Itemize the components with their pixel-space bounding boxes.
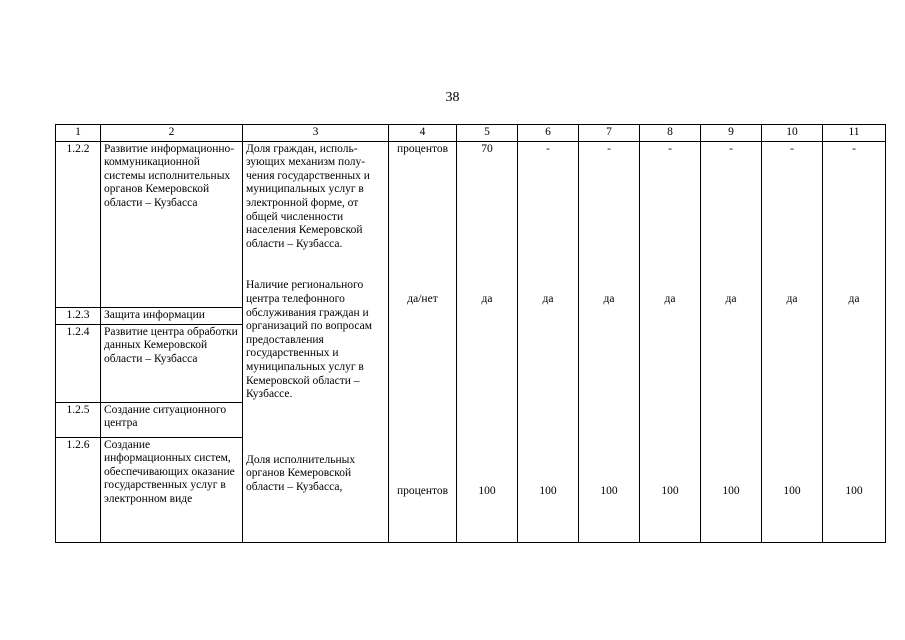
header-cell: 11 — [823, 125, 886, 142]
header-cell: 2 — [101, 125, 243, 142]
value: да — [786, 293, 798, 306]
value: 100 — [722, 484, 740, 497]
row-name: Создание ситуационного центра — [101, 402, 243, 437]
value-cell — [579, 141, 640, 542]
header-cell: 4 — [389, 125, 457, 142]
value: 100 — [478, 484, 496, 497]
row-number: 1.2.2 — [56, 141, 101, 307]
value-cell — [518, 141, 579, 542]
value: да — [664, 293, 676, 306]
header-cell: 1 — [56, 125, 101, 142]
value: - — [729, 142, 733, 155]
value-cell — [640, 141, 701, 542]
indicator-text: Доля исполнительных органов Кемеровской области – Кузбасса, — [246, 453, 356, 493]
header-cell: 7 — [579, 125, 640, 142]
value-cell — [762, 141, 823, 542]
value: да — [542, 293, 554, 306]
value: 100 — [539, 484, 557, 497]
indicator-text: Наличие регионального центра телефонного обслуживания граждан и организаций по вопросам предоставления государственных и муниципальных услуг в Кемеровской области – Кузбассе. — [246, 279, 373, 401]
indicators-table — [55, 124, 886, 543]
value-cell — [823, 141, 886, 542]
value: да — [603, 293, 615, 306]
indicator-cell — [243, 141, 389, 542]
value: 100 — [600, 484, 618, 497]
row-name: Развитие информационно-коммуникационной системы исполнительных органов Кемеровской области – Кузбасса — [101, 141, 243, 307]
unit-value: процентов — [396, 142, 449, 155]
header-cell: 10 — [762, 125, 823, 142]
indicator-text: Доля граждан, исполь-зующих механизм полу-чения государственных и муниципальных услуг в электронной форме, от общей численности населения Кемеровской области – Кузбасса. — [246, 142, 370, 250]
row-name: Развитие центра обработки данных Кемеровской области – Кузбасса — [101, 324, 243, 402]
value: - — [852, 142, 856, 155]
row-number: 1.2.4 — [56, 324, 101, 402]
unit-value: процентов — [396, 484, 449, 497]
value-cell — [701, 141, 762, 542]
row-name: Защита информации — [101, 307, 243, 324]
value: - — [668, 142, 672, 155]
value: да — [725, 293, 737, 306]
value: 100 — [783, 484, 801, 497]
value: да — [848, 293, 860, 306]
value: 100 — [845, 484, 863, 497]
value-cell — [457, 141, 518, 542]
value: 70 — [481, 142, 493, 155]
page-number: 38 — [445, 90, 460, 105]
table-row — [56, 141, 886, 307]
header-cell: 3 — [243, 125, 389, 142]
unit-cell — [389, 141, 457, 542]
value: да — [481, 293, 493, 306]
row-name: Создание информационных систем, обеспечивающих оказание государственных услуг в электронном виде — [101, 437, 243, 542]
header-cell: 9 — [701, 125, 762, 142]
value: - — [790, 142, 794, 155]
header-cell: 8 — [640, 125, 701, 142]
header-cell: 6 — [518, 125, 579, 142]
row-number: 1.2.3 — [56, 307, 101, 324]
row-number: 1.2.5 — [56, 402, 101, 437]
unit-value: да/нет — [407, 293, 438, 306]
value: - — [607, 142, 611, 155]
header-row — [56, 125, 886, 142]
value: - — [546, 142, 550, 155]
value: 100 — [661, 484, 679, 497]
header-cell: 5 — [457, 125, 518, 142]
row-number: 1.2.6 — [56, 437, 101, 542]
